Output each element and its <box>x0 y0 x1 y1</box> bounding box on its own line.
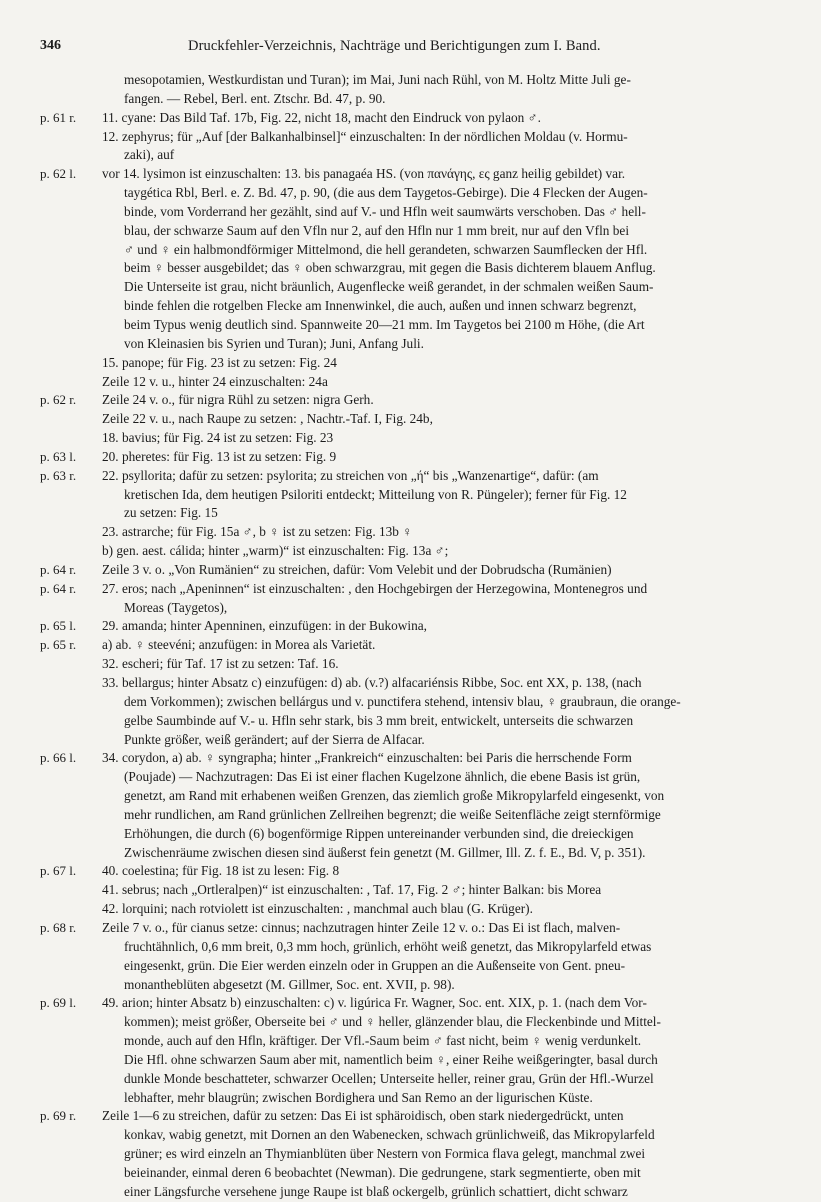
text-line <box>0 1107 821 1126</box>
text-line <box>0 391 821 410</box>
line-text: 22. psyllorita; dafür zu setzen: psylorita; zu streichen von „ή“ bis „Wanzenartige“, dafür: (am <box>102 467 599 483</box>
line-text: monde, auch auf den Hfln, kräftiger. Der Vfl.-Saum beim ♂ fast nicht, beim ♀ wenig verdunkelt. <box>124 1033 642 1049</box>
text-line <box>0 693 821 712</box>
page-reference: p. 65 r. <box>40 637 77 653</box>
line-text: Erhöhungen, die durch (6) bogenförmige Rippen untereinander verbunden sind, die dreieckigen <box>124 825 634 841</box>
page-reference: p. 62 r. <box>40 392 77 408</box>
page-reference: p. 65 l. <box>40 618 77 634</box>
page-header <box>0 38 821 58</box>
page-number: 346 <box>40 38 61 53</box>
line-text: 20. pheretes: für Fig. 13 ist zu setzen: Fig. 9 <box>102 448 337 464</box>
line-text: Moreas (Taygetos), <box>124 599 228 615</box>
line-text: 40. coelestina; für Fig. 18 ist zu lesen: Fig. 8 <box>102 863 340 879</box>
text-line <box>0 825 821 844</box>
line-text: 33. bellargus; hinter Absatz c) einzufügen: d) ab. (v.?) alfacariénsis Ribbe, Soc. ent XX, p. 138, (nach <box>102 675 642 690</box>
text-line <box>0 806 821 825</box>
line-text: dem Vorkommen); zwischen bellárgus und v. punctifera stehend, intensiv blau, ♀ graubraun, die orange- <box>124 693 681 709</box>
line-text: 11. cyane: Das Bild Taf. 17b, Fig. 22, nicht 18, macht den Eindruck von pylaon ♂. <box>102 109 541 125</box>
text-line <box>0 617 821 636</box>
line-text: von Kleinasien bis Syrien und Turan); Juni, Anfang Juli. <box>124 335 424 351</box>
text-line <box>0 938 821 957</box>
text-line <box>0 109 821 128</box>
line-text: beim Typus wenig deutlich sind. Spannweite 20—21 mm. Im Taygetos bei 2100 m Höhe, (die Art <box>124 316 645 332</box>
text-line <box>0 354 821 373</box>
line-text: 29. amanda; hinter Apenninen, einzufügen: in der Bukowina, <box>102 618 427 634</box>
line-text: Punkte größer, weiß gerändert; auf der Sierra de Alfacar. <box>124 731 425 747</box>
text-line <box>0 373 821 392</box>
line-text: 27. eros; nach „Apeninnen“ ist einzuschalten: , den Hochgebirgen der Herzegowina, Montenegros und <box>102 580 648 596</box>
line-text: beim ♀ besser ausgebildet; das ♀ oben schwarzgrau, mit gegen die Basis dichterem blauem Anflug. <box>124 260 656 276</box>
text-line <box>0 448 821 467</box>
line-text: Zeile 3 v. o. „Von Rumänien“ zu streichen, dafür: Vom Velebit und der Dobrudscha (Rumänien) <box>102 561 612 577</box>
text-line <box>0 467 821 486</box>
line-text: Zeile 24 v. o., für nigra Rühl zu setzen: nigra Gerh. <box>102 392 374 408</box>
text-line <box>0 504 821 523</box>
line-text: mehr rundlichen, am Rand grünlichen Zellreihen begrenzt; die weiße Seitenfläche zeigt sternförmige <box>124 806 661 822</box>
line-text: 23. astrarche; für Fig. 15a ♂, b ♀ ist zu setzen: Fig. 13b ♀ <box>102 524 413 540</box>
line-text: zu setzen: Fig. 15 <box>124 505 218 521</box>
line-text: Zwischenräume zwischen diesen sind äußerst fein genetzt (M. Gillmer, Ill. Z. f. E., Bd. V, p. 351). <box>124 844 646 860</box>
line-text: 42. lorquini; nach rotviolett ist einzuschalten: , manchmal auch blau (G. Krüger). <box>102 901 533 917</box>
text-line <box>0 1145 821 1164</box>
text-line <box>0 1089 821 1108</box>
text-line <box>0 957 821 976</box>
line-text: Zeile 22 v. u., nach Raupe zu setzen: , Nachtr.-Taf. I, Fig. 24b, <box>102 411 433 427</box>
text-line <box>0 278 821 297</box>
line-text: 15. panope; für Fig. 23 ist zu setzen: Fig. 24 <box>102 354 337 370</box>
text-line <box>0 429 821 448</box>
page-reference: p. 67 l. <box>40 863 77 879</box>
text-line <box>0 900 821 919</box>
running-title: Druckfehler-Verzeichnis, Nachträge und Berichtigungen zum I. Band. <box>188 38 601 54</box>
line-text: Zeile 12 v. u., hinter 24 einzuschalten: 24a <box>102 373 328 389</box>
text-line <box>0 994 821 1013</box>
text-line <box>0 486 821 505</box>
line-text: kommen); meist größer, Oberseite bei ♂ und ♀ heller, glänzender blau, die Fleckenbinde und Mittel- <box>124 1014 661 1030</box>
line-text: 12. zephyrus; für „Auf [der Balkanhalbinsel]“ einzuschalten: In der nördlichen Moldau (v. Hormu- <box>102 128 628 144</box>
line-text: b) gen. aest. cálida; hinter „warm)“ ist einzuschalten: Fig. 13a ♂; <box>102 543 449 559</box>
page-reference: p. 64 r. <box>40 561 77 577</box>
text-line <box>0 674 821 693</box>
text-line <box>0 881 821 900</box>
text-line <box>0 90 821 109</box>
line-text: a) ab. ♀ steevéni; anzufügen: in Morea als Varietät. <box>102 637 376 653</box>
line-text: Die Unterseite ist grau, nicht bräunlich, Augenflecke weiß gerandet, in der schmalen weißen Saum- <box>124 279 654 295</box>
text-line <box>0 165 821 184</box>
line-text: lebhafter, mehr blaugrün; zwischen Bordighera und San Remo an der ligurischen Küste. <box>124 1089 593 1105</box>
text-line <box>0 655 821 674</box>
line-text: gelbe Saumbinde auf V.- u. Hfln sehr stark, bis 3 mm breit, entwickelt, unterseits die schwarzen <box>124 712 634 728</box>
page-reference: p. 68 r. <box>40 919 77 935</box>
text-line <box>0 561 821 580</box>
line-text: beieinander, einmal deren 6 beobachtet (Newman). Die gedrungene, stark segmentierte, oben mit <box>124 1164 641 1180</box>
line-text: 18. bavius; für Fig. 24 ist zu setzen: Fig. 23 <box>102 430 334 446</box>
page-reference: p. 61 r. <box>40 109 77 125</box>
text-line <box>0 335 821 354</box>
page-reference: p. 62 l. <box>40 166 77 182</box>
text-line <box>0 259 821 278</box>
text-line <box>0 712 821 731</box>
line-text: binde, vom Vorderrand her gezählt, sind auf V.- und Hfln weit saumwärts verschoben. Das ♂ hell- <box>124 203 646 219</box>
line-text: 32. escheri; für Taf. 17 ist zu setzen: Taf. 16. <box>102 656 339 672</box>
text-line <box>0 919 821 938</box>
text-line <box>0 1013 821 1032</box>
text-line <box>0 128 821 147</box>
page-reference: p. 66 l. <box>40 750 77 766</box>
line-text: fruchtähnlich, 0,6 mm breit, 0,3 mm hoch, grünlich, erhöht weiß genetzt, das Mikropylarfeld etwas <box>124 938 652 954</box>
text-line <box>0 976 821 995</box>
line-text: zaki), auf <box>124 147 175 163</box>
text-line <box>0 316 821 335</box>
page-body <box>0 71 821 1202</box>
text-line <box>0 523 821 542</box>
text-line <box>0 787 821 806</box>
text-line <box>0 1126 821 1145</box>
text-line <box>0 862 821 881</box>
line-text: 41. sebrus; nach „Ortleralpen)“ ist einzuschalten: , Taf. 17, Fig. 2 ♂; hinter Balkan: bis Morea <box>102 882 602 898</box>
page-reference: p. 64 r. <box>40 580 77 596</box>
line-text: taygética Rbl, Berl. e. Z. Bd. 47, p. 90, (die aus dem Taygetos-Gebirge). Die 4 Flecken der Augen- <box>124 185 648 201</box>
text-line <box>0 1164 821 1183</box>
text-line <box>0 222 821 241</box>
text-line <box>0 749 821 768</box>
line-text: konkav, wabig genetzt, mit Dornen an den Wabenecken, schwach grünlichweiß, das Mikropylarfeld <box>124 1127 655 1143</box>
text-line <box>0 1183 821 1202</box>
line-text: eingesenkt, grün. Die Eier werden einzeln oder in Gruppen an die Außenseite von Gent. pneu- <box>124 957 626 973</box>
line-text: grüner; es wird einzeln an Thymianblüten über Nestern von Formica flava gelegt, manchmal zwei <box>124 1146 646 1162</box>
line-text: vor 14. lysimon ist einzuschalten: 13. bis panagaéa HS. (von πανάγης, ες ganz heilig gebildet) var. <box>102 166 626 182</box>
line-text: einer Längsfurche versehene junge Raupe ist blaß ockergelb, grünlich schattiert, dicht schwarz <box>124 1183 628 1199</box>
line-text: Zeile 7 v. o., für cianus setze: cinnus; nachzutragen hinter Zeile 12 v. o.: Das Ei ist flach, malven- <box>102 919 621 935</box>
text-line <box>0 636 821 655</box>
line-text: dunkle Monde beschatteter, schwarzer Ocellen; Unterseite heller, reiner grau, Grün der Hfl.-Wurzel <box>124 1070 654 1086</box>
line-text: blau, der schwarze Saum auf den Vfln nur 2, auf den Hfln nur 1 mm breit, nur auf den Vfln bei <box>124 222 630 238</box>
page-reference: p. 69 r. <box>40 1108 77 1124</box>
text-line <box>0 203 821 222</box>
text-line <box>0 410 821 429</box>
line-text: 34. corydon, a) ab. ♀ syngrapha; hinter „Frankreich“ einzuschalten: bei Paris die herrschende Form <box>102 750 632 766</box>
line-text: ♂ und ♀ ein halbmondförmiger Mittelmond, die hell gerandeten, schwarzen Saumflecken der Hfl. <box>124 241 648 257</box>
text-line <box>0 71 821 90</box>
page-reference: p. 63 r. <box>40 467 77 483</box>
line-text: mesopotamien, Westkurdistan und Turan); im Mai, Juni nach Rühl, von M. Holtz Mitte Juli ge- <box>124 72 631 87</box>
page-reference: p. 69 l. <box>40 995 77 1011</box>
line-text: monantheblüten abgesetzt (M. Gillmer, Soc. ent. XVII, p. 98). <box>124 976 455 992</box>
line-text: genetzt, am Rand mit erhabenen weißen Grenzen, das ziemlich große Mikropylarfeld eingesenkt, von <box>124 788 665 804</box>
line-text: kretischen Ida, dem heutigen Psiloriti entdeckt; Mitteilung von R. Püngeler); ferner für Fig. 12 <box>124 486 627 502</box>
line-text: (Poujade) — Nachzutragen: Das Ei ist einer flachen Kugelzone ähnlich, die ebene Basis ist grün, <box>124 769 641 785</box>
text-line <box>0 1070 821 1089</box>
line-text: 49. arion; hinter Absatz b) einzuschalten: c) v. ligúrica Fr. Wagner, Soc. ent. XIX, p. 1. (nach dem Vor- <box>102 995 647 1011</box>
line-text: binde fehlen die rotgelben Flecke am Innenwinkel, die auch, außen und innen schwarz begrenzt, <box>124 298 637 314</box>
line-text: fangen. — Rebel, Berl. ent. Ztschr. Bd. 47, p. 90. <box>124 90 386 106</box>
text-line <box>0 599 821 618</box>
text-line <box>0 184 821 203</box>
text-line <box>0 768 821 787</box>
line-text: Zeile 1—6 zu streichen, dafür zu setzen: Das Ei ist sphäroidisch, oben stark niedergedrückt, unten <box>102 1108 624 1124</box>
text-line <box>0 1032 821 1051</box>
line-text: Die Hfl. ohne schwarzen Saum aber mit, namentlich beim ♀, einer Reihe weißgeringter, basal durch <box>124 1051 658 1067</box>
text-line <box>0 844 821 863</box>
text-line <box>0 297 821 316</box>
text-line <box>0 241 821 260</box>
text-line <box>0 731 821 750</box>
text-line <box>0 580 821 599</box>
text-line <box>0 146 821 165</box>
text-line <box>0 1051 821 1070</box>
text-line <box>0 542 821 561</box>
page-reference: p. 63 l. <box>40 448 77 464</box>
